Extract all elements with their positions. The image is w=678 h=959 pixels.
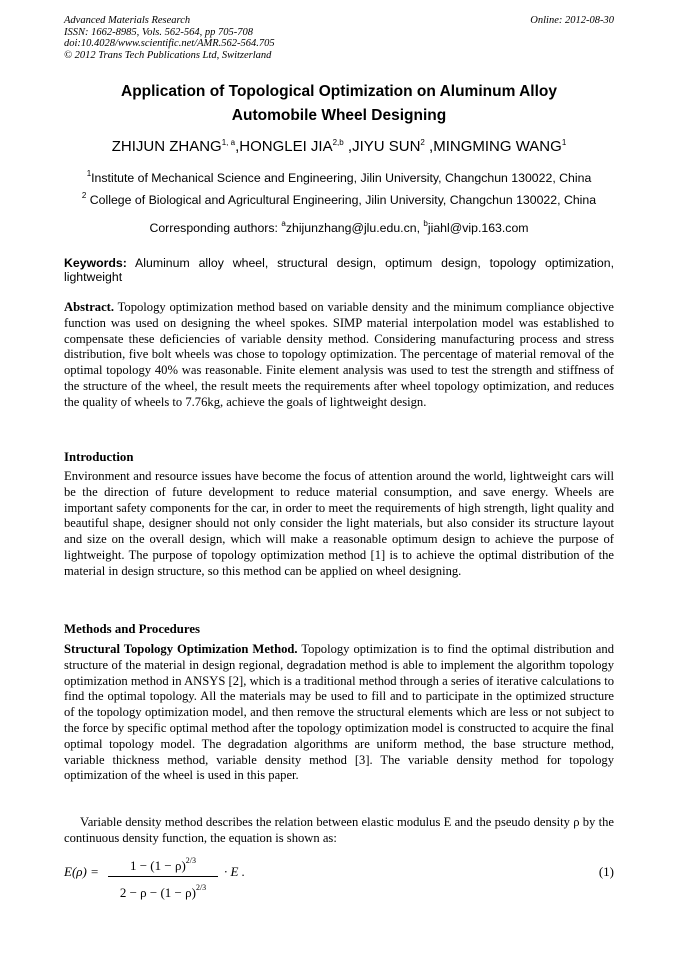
equation-1 <box>64 848 614 898</box>
equation-fraction <box>108 848 218 901</box>
introduction-text: Environment and resource issues have become the focus of attention around the world, lightweight cars will be the direction of future development to reduce material consumption, and save energy. Wheels are important safety components for the car, in order to meet the requirements of high strength, light quality and beautiful shape, designer should not only consider the light materials, but also consider its structure layout and size on the overall design, which will make a reasonable optimum design to achieve the purpose of lightweight. The purpose of topology optimization method [1] is to achieve the optimal distribution of the material in design structure, so this method can be applied on wheel designing. <box>64 469 614 578</box>
author: ZHIJUN ZHANG <box>111 138 222 155</box>
author-sup: 1 <box>561 138 567 147</box>
email-link[interactable]: zhijunzhang@jlu.edu.cn, <box>285 221 424 235</box>
email-link[interactable]: jiahl@vip.163.com <box>427 221 529 235</box>
online-date: Online: 2012-08-30 <box>530 15 614 26</box>
abstract-label: Abstract. <box>64 300 115 314</box>
corresponding-authors <box>40 221 638 235</box>
corr-sup: b <box>423 219 428 228</box>
affiliation <box>40 193 638 207</box>
methods-paragraph <box>64 642 614 784</box>
keywords <box>64 256 614 284</box>
exponent: 2/3 <box>185 856 197 865</box>
corr-label: Corresponding authors: <box>149 221 282 235</box>
title-line: Application of Topological Optimization on Aluminum Alloy <box>121 83 557 100</box>
aff-sup: 1 <box>86 169 92 178</box>
abstract-text: Topology optimization method based on variable density and the minimum compliance objective function was used on designing the wheel spokes. SIMP material interpolation model was established to compensate these deficiencies of variable density method. Considering manufacturing process and stress distribution, five bolt wheels was chose to topology optimization. The percentage of material removal of the optimal topology 40% was reasonable. Finite element analysis was used to test the strength and stiffness of the structure of the wheel, the result meets the requirements after wheel topology optimization, and reduces the quality of wheels to 7.76kg, achieve the goals of lightweight design. <box>64 300 614 409</box>
subheading: Structural Topology Optimization Method. <box>64 642 298 656</box>
corr-sup: a <box>281 219 286 228</box>
journal-header <box>64 15 275 61</box>
exponent: 2/3 <box>195 883 207 892</box>
methods-paragraph-2: Variable density method describes the relation between elastic modulus E and the pseudo density ρ by the continuous density function, the equation is shown as: <box>64 815 614 845</box>
keywords-label: Keywords: <box>64 256 127 270</box>
author-list <box>40 138 638 155</box>
title-line: Automobile Wheel Designing <box>231 107 447 124</box>
copyright: © 2012 Trans Tech Publications Ltd, Switzerland <box>64 49 272 61</box>
aff-sup: 2 <box>81 191 87 200</box>
issn: ISSN: 1662-8985, Vols. 562-564, pp 705-708 <box>64 26 253 38</box>
equation-number: (1) <box>598 864 614 879</box>
numerator: 1 − (1 − ρ) <box>129 858 186 873</box>
equation-tail: · E . <box>224 864 245 879</box>
section-heading: Introduction <box>64 450 134 464</box>
keywords-text: Aluminum alloy wheel, structural design, optimum design, topology optimization, lightweight <box>64 256 614 284</box>
journal-name: Advanced Materials Research <box>64 15 191 26</box>
author-sup: 2,b <box>332 138 344 147</box>
denominator: 2 − ρ − (1 − ρ) <box>119 885 196 900</box>
paper-title <box>64 80 614 128</box>
aff-text: College of Biological and Agricultural Engineering, Jilin University, Changchun 130022, China <box>86 193 597 207</box>
aff-text: Institute of Mechanical Science and Engineering, Jilin University, Changchun 130022, China <box>91 171 592 185</box>
abstract <box>64 300 614 411</box>
doi: doi:10.4028/www.scientific.net/AMR.562-564.705 <box>64 38 275 49</box>
author-sup: 1, a <box>221 138 236 147</box>
author: ,JIYU SUN <box>343 138 421 155</box>
author-sup: 2 <box>420 138 425 147</box>
equation-lhs: E(ρ) = <box>64 864 99 879</box>
section-heading: Methods and Procedures <box>64 622 201 636</box>
author: ,MINGMING WANG <box>424 138 562 155</box>
author: ,HONGLEI JIA <box>235 138 333 155</box>
affiliation <box>40 171 638 185</box>
methods-text: Topology optimization is to find the optimal distribution and structure of the material in design regional, degradation method is able to implement the algorithm topology optimization method in ANSYS [2], which is a traditional method through a series of iterative calculations to find the optimal topology. All the materials may be used to fill and to participate in the optimized structure of the topology optimization model, and then remove the structural elements which are less or not subject to the force by specific optimal method after the topology optimization model is constructed to acquire the final optimal topology model. The degradation algorithms are uniform method, the base structure method, variable thickness method, variable density method [3]. The variable density method for topology optimization of the wheel is used in this paper. <box>64 642 614 783</box>
